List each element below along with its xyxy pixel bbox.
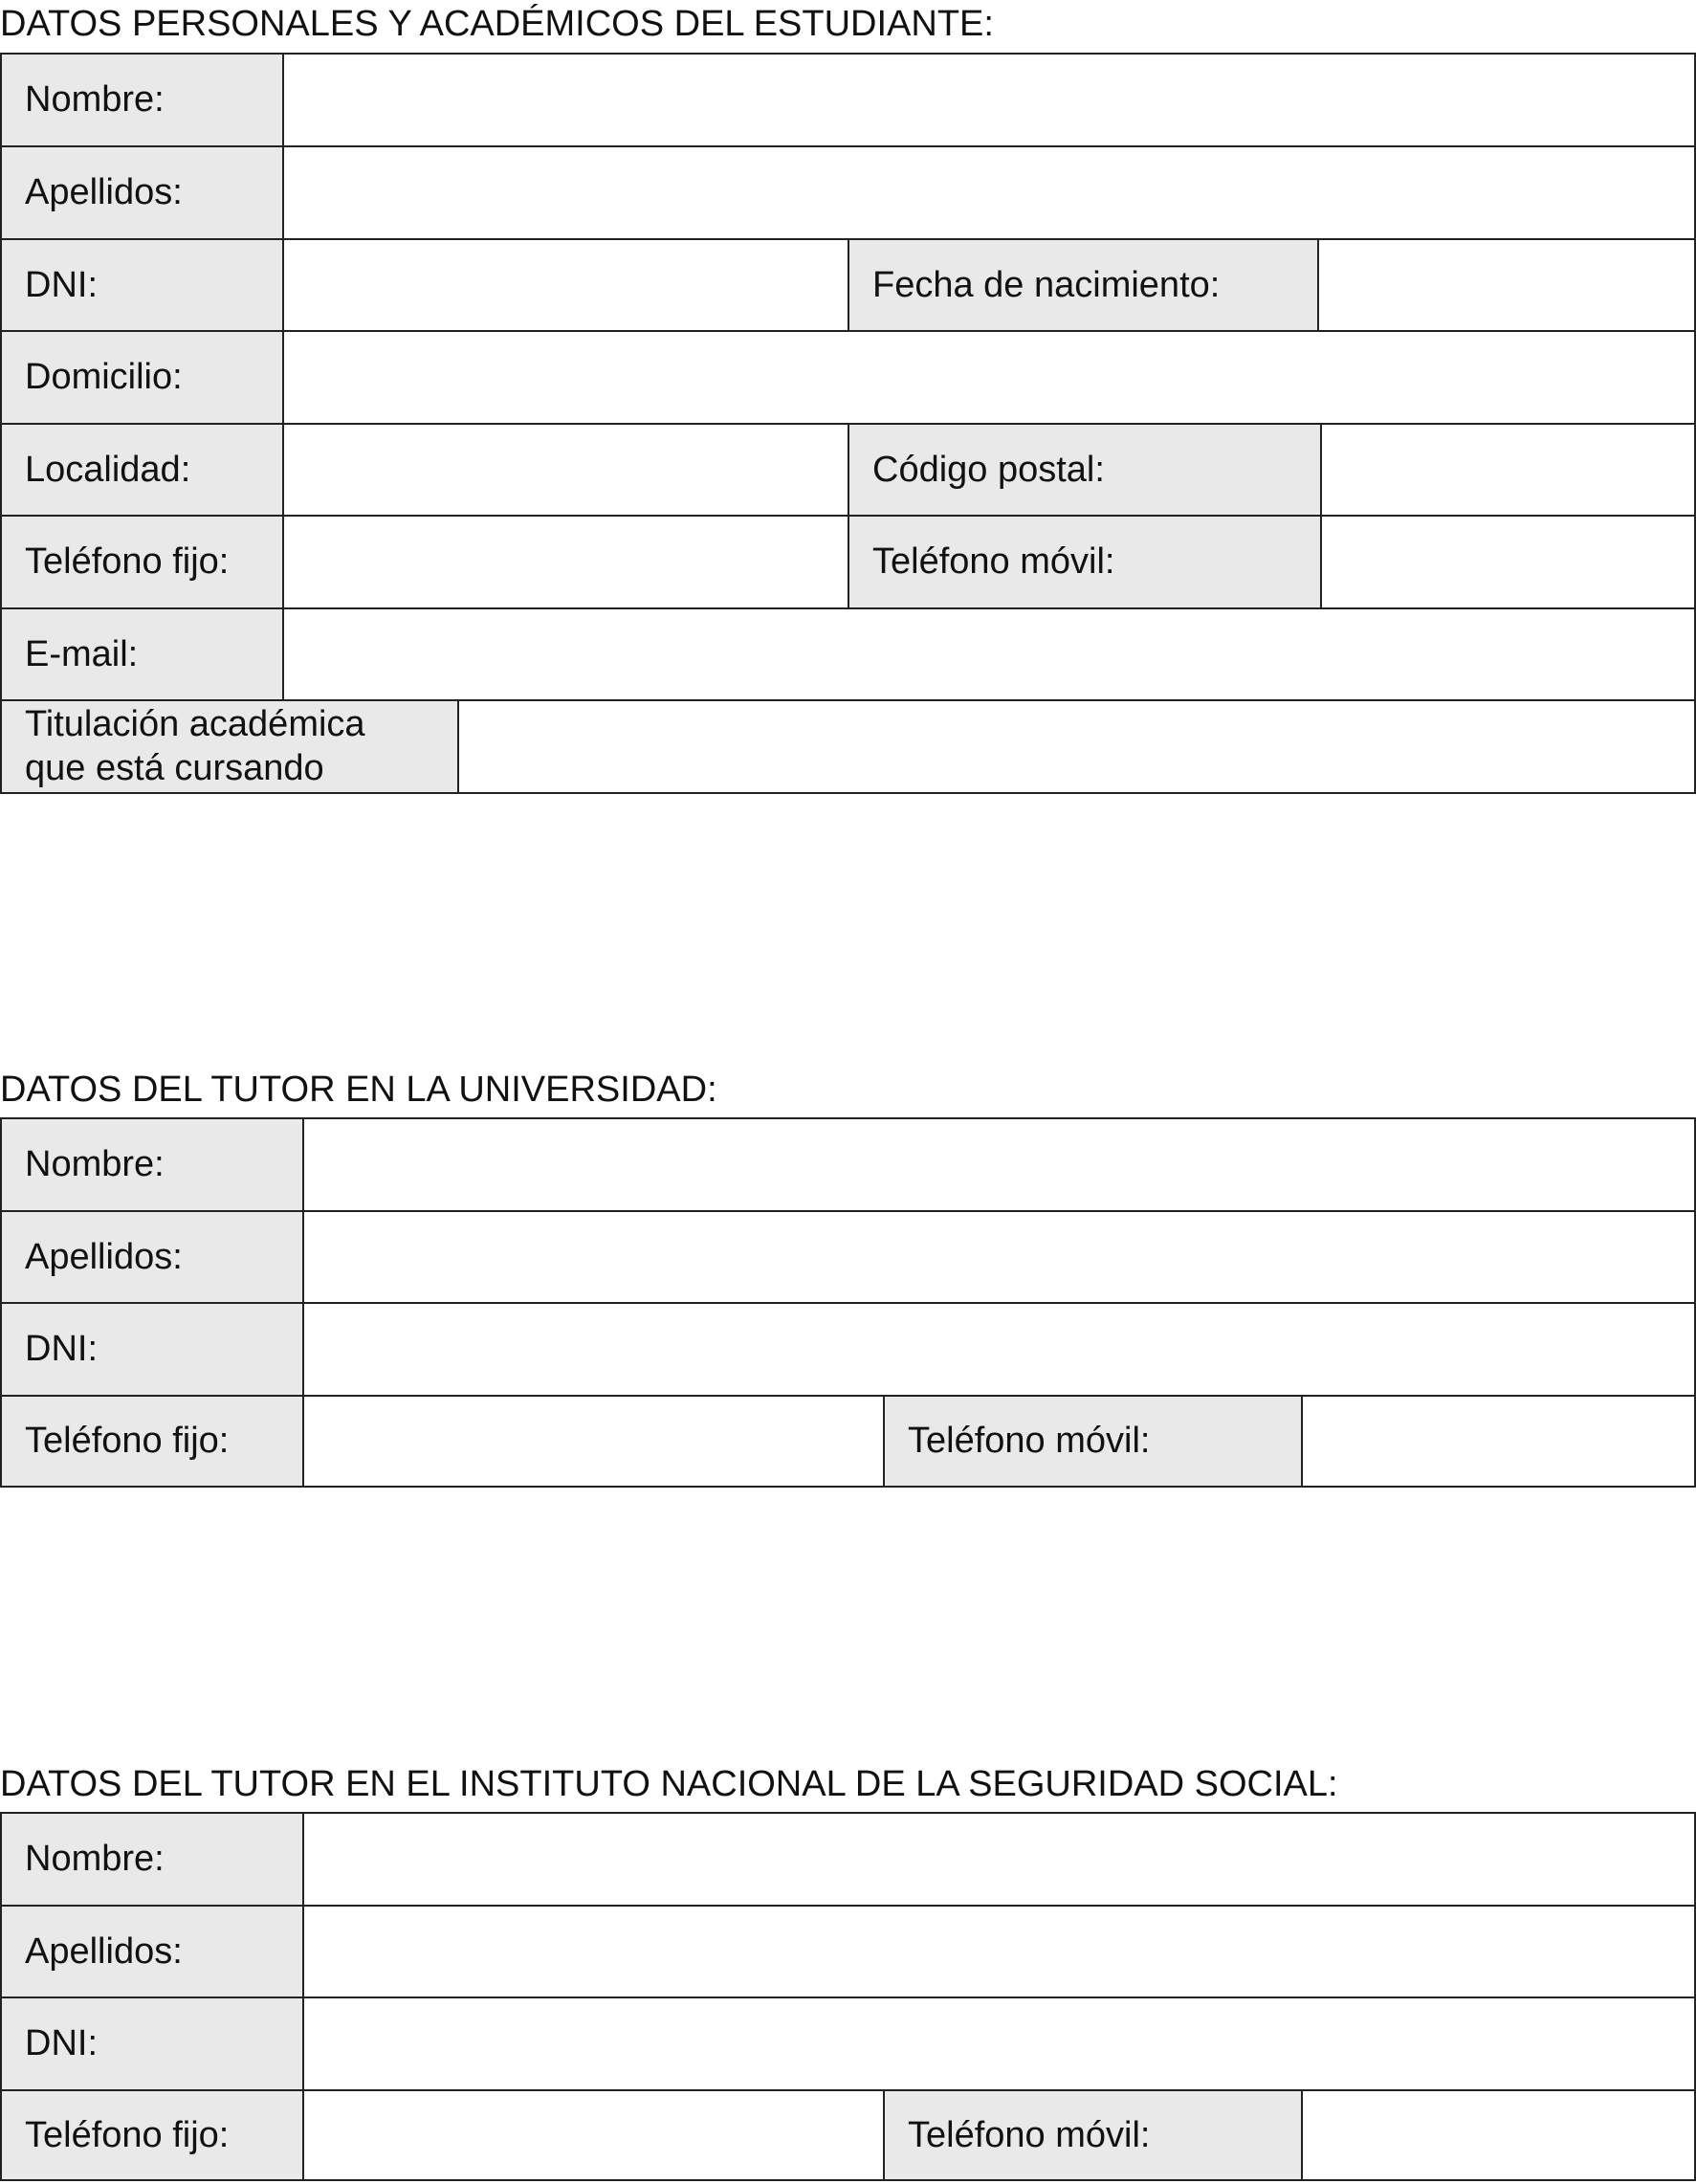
student-codigo-postal-field[interactable] (1320, 423, 1696, 515)
inss-tutor-form (0, 1812, 1696, 2181)
university-tutor-telefono-movil-field[interactable] (1301, 1395, 1696, 1488)
university-tutor-telefono-movil-label: Teléfono móvil: (883, 1395, 1301, 1488)
university-tutor-row-apellidos (0, 1210, 1696, 1302)
university-tutor-row-dni (0, 1302, 1696, 1395)
student-fecha-nacimiento-field[interactable] (1317, 238, 1696, 330)
student-telefono-fijo-label: Teléfono fijo: (0, 515, 282, 607)
university-tutor-section-title: DATOS DEL TUTOR EN LA UNIVERSIDAD: (0, 1070, 717, 1110)
inss-tutor-section-title: DATOS DEL TUTOR EN EL INSTITUTO NACIONAL DE LA SEGURIDAD SOCIAL: (0, 1764, 1338, 1804)
student-telefono-fijo-field[interactable] (282, 515, 848, 607)
student-domicilio-field[interactable] (282, 330, 1696, 423)
student-domicilio-label: Domicilio: (0, 330, 282, 423)
student-apellidos-field[interactable] (282, 145, 1696, 238)
student-row-email (0, 607, 1696, 699)
university-tutor-form (0, 1117, 1696, 1488)
inss-tutor-apellidos-label: Apellidos: (0, 1905, 302, 1996)
inss-tutor-row-apellidos (0, 1905, 1696, 1996)
student-dni-field[interactable] (282, 238, 848, 330)
student-nombre-field[interactable] (282, 53, 1696, 145)
student-titulacion-label (0, 699, 457, 794)
university-tutor-nombre-field[interactable] (302, 1117, 1696, 1210)
university-tutor-nombre-label: Nombre: (0, 1117, 302, 1210)
student-titulacion-field[interactable] (457, 699, 1696, 794)
university-tutor-row-nombre (0, 1117, 1696, 1210)
student-dni-label: DNI: (0, 238, 282, 330)
student-email-label: E-mail: (0, 607, 282, 699)
inss-tutor-row-dni (0, 1996, 1696, 2089)
student-row-telefonos (0, 515, 1696, 607)
student-apellidos-label: Apellidos: (0, 145, 282, 238)
student-row-apellidos (0, 145, 1696, 238)
student-row-nombre (0, 53, 1696, 145)
student-localidad-field[interactable] (282, 423, 848, 515)
inss-tutor-telefono-movil-label: Teléfono móvil: (883, 2089, 1301, 2181)
student-nombre-label: Nombre: (0, 53, 282, 145)
inss-tutor-dni-field[interactable] (302, 1996, 1696, 2089)
university-tutor-dni-field[interactable] (302, 1302, 1696, 1395)
inss-tutor-nombre-field[interactable] (302, 1812, 1696, 1905)
student-telefono-movil-label: Teléfono móvil: (848, 515, 1320, 607)
student-titulacion-label-line1: Titulación académica (25, 703, 365, 744)
student-row-domicilio (0, 330, 1696, 423)
student-form (0, 53, 1696, 794)
university-tutor-dni-label: DNI: (0, 1302, 302, 1395)
university-tutor-apellidos-field[interactable] (302, 1210, 1696, 1302)
student-row-titulacion (0, 699, 1696, 794)
student-section-title: DATOS PERSONALES Y ACADÉMICOS DEL ESTUDIANTE: (0, 4, 994, 44)
student-telefono-movil-field[interactable] (1320, 515, 1696, 607)
student-codigo-postal-label: Código postal: (848, 423, 1320, 515)
student-titulacion-label-line2: que está cursando (25, 747, 324, 788)
university-tutor-apellidos-label: Apellidos: (0, 1210, 302, 1302)
student-localidad-label: Localidad: (0, 423, 282, 515)
inss-tutor-row-nombre (0, 1812, 1696, 1905)
inss-tutor-telefono-movil-field[interactable] (1301, 2089, 1696, 2181)
inss-tutor-apellidos-field[interactable] (302, 1905, 1696, 1996)
student-email-field[interactable] (282, 607, 1696, 699)
university-tutor-telefono-fijo-field[interactable] (302, 1395, 883, 1488)
student-row-dni (0, 238, 1696, 330)
university-tutor-row-telefonos (0, 1395, 1696, 1488)
inss-tutor-nombre-label: Nombre: (0, 1812, 302, 1905)
inss-tutor-telefono-fijo-field[interactable] (302, 2089, 883, 2181)
student-row-localidad (0, 423, 1696, 515)
inss-tutor-dni-label: DNI: (0, 1996, 302, 2089)
inss-tutor-telefono-fijo-label: Teléfono fijo: (0, 2089, 302, 2181)
inss-tutor-row-telefonos (0, 2089, 1696, 2181)
university-tutor-telefono-fijo-label: Teléfono fijo: (0, 1395, 302, 1488)
student-fecha-nacimiento-label: Fecha de nacimiento: (848, 238, 1317, 330)
